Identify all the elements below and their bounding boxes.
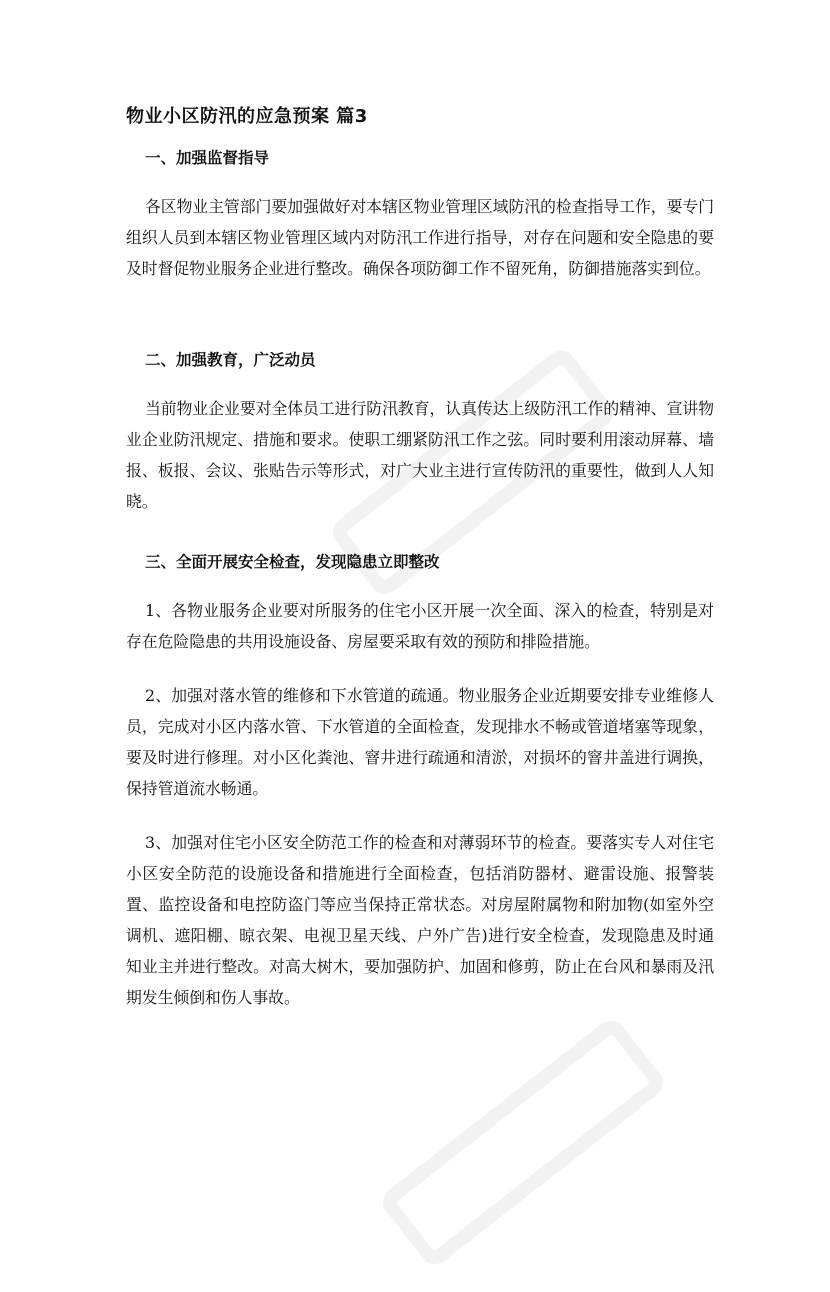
watermark [374, 1011, 686, 1292]
section-2-paragraph-1: 当前物业企业要对全体员工进行防汛教育，认真传达上级防汛工作的精神、宣讲物业企业防汛规定、措施和要求。使职工绷紧防汛工作之弦。同时要利用滚动屏幕、墙报、板报、会议、张贴告示等形式，对广大业主进行宣传防汛的重要性，做到人人知晓。 [126, 399, 714, 511]
section-3-paragraph-1: 1、各物业服务企业要对所服务的住宅小区开展一次全面、深入的检查，特别是对存在危险隐患的共用设施设备、房屋要采取有效的预防和排险措施。 [126, 601, 714, 651]
section-3-paragraph-3: 3、加强对住宅小区安全防范工作的检查和对薄弱环节的检查。要落实专人对住宅小区安全防范的设施设备和措施进行全面检查，包括消防器材、避雷设施、报警装置、监控设备和电控防盗门等应当保持正常状态。对房屋附属物和附加物(如室外空调机、遮阳棚、晾衣架、电视卫星天线、户外广告)进行安全检查，发现隐患及时通知业主并进行整改。对高大树木，要加强防护、加固和修剪，防止在台风和暴雨及汛期发生倾倒和伤人事故。 [126, 833, 714, 1007]
section-3-paragraph-2: 2、加强对落水管的维修和下水管道的疏通。物业服务企业近期要安排专业维修人员，完成对小区内落水管、下水管道的全面检查，发现排水不畅或管道堵塞等现象，要及时进行修理。对小区化粪池、窨井进行疏通和清淤，对损坏的窨井盖进行调换，保持管道流水畅通。 [126, 686, 714, 798]
document-title: 物业小区防汛的应急预案 篇3 [126, 106, 368, 127]
section-heading-3: 三、全面开展安全检查，发现隐患立即整改 [145, 553, 440, 571]
section-1-paragraph-1: 各区物业主管部门要加强做好对本辖区物业管理区域防汛的检查指导工作，要专门组织人员到本辖区物业管理区域内对防汛工作进行指导，对存在问题和安全隐患的要及时督促物业服务企业进行整改。确保各项防御工作不留死角，防御措施落实到位。 [126, 197, 714, 278]
section-heading-2: 二、加强教育，广泛动员 [145, 351, 316, 369]
section-heading-1: 一、加强监督指导 [145, 149, 270, 167]
watermark-mark [374, 1011, 672, 1274]
